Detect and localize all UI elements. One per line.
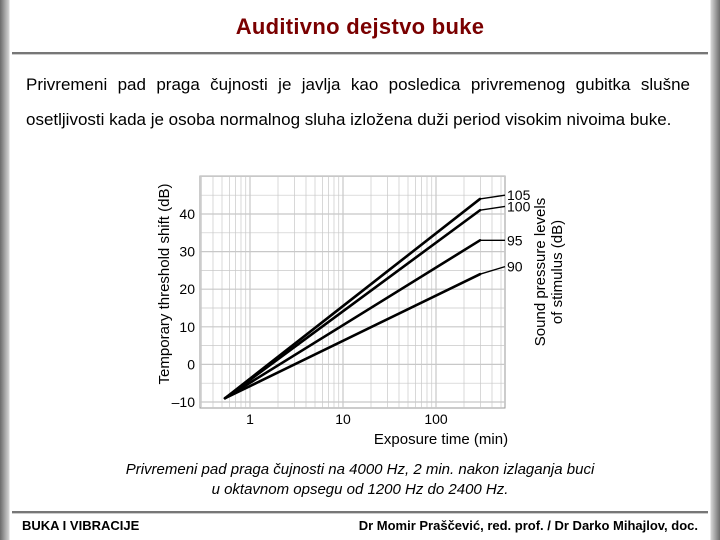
right-label-line1: Sound pressure levels <box>532 197 549 347</box>
series-line-90 <box>225 274 480 398</box>
y-tick-label: 40 <box>179 206 195 222</box>
footer-authors: Dr Momir Praščević, red. prof. / Dr Darko Mihajlov, doc. <box>358 518 698 533</box>
y-tick-label: 30 <box>179 243 195 260</box>
y-tick-label: –10 <box>171 394 195 410</box>
series-label-90: 90 <box>507 258 523 275</box>
series-label-105: 105 <box>507 187 531 204</box>
right-frame-border <box>710 0 720 540</box>
x-tick-label: 10 <box>335 411 351 427</box>
right-label-line2: of stimulus (dB) <box>549 219 566 325</box>
series-line-105 <box>225 199 480 398</box>
y-tick-label: 20 <box>179 281 195 298</box>
x-tick-label: 100 <box>424 411 448 427</box>
slide-title: Auditivno dejstvo buke <box>235 14 485 39</box>
series-label-95: 95 <box>507 232 523 249</box>
chart-container <box>150 168 580 458</box>
caption-line-1: Privremeni pad praga čujnosti na 4000 Hz, 2 min. nakon izlaganja buci <box>125 461 595 478</box>
figure-caption <box>60 460 660 500</box>
footer-course: BUKA I VIBRACIJE <box>22 518 140 533</box>
y-tick-label: 0 <box>187 356 195 373</box>
tts-chart <box>150 168 580 453</box>
series-line-100 <box>225 210 480 398</box>
y-axis-label: Temporary threshold shift (dB) <box>156 183 173 385</box>
bottom-divider <box>12 511 708 514</box>
y-tick-label: 10 <box>179 318 195 335</box>
chart-labels <box>172 187 531 427</box>
chart-grid <box>200 176 505 408</box>
series-line-95 <box>225 240 480 398</box>
caption-line-2: u oktavnom opsegu od 1200 Hz do 2400 Hz. <box>211 481 509 498</box>
chart-series <box>225 195 505 398</box>
body-paragraph: Privremeni pad praga čujnosti je javlja kao posledica privremenog gubitka slušne osetljivosti kada je osoba normalnog sluha izložena duži period visokim nivoima buke. <box>26 75 690 129</box>
top-divider <box>12 52 708 55</box>
x-axis-label: Exposure time (min) <box>373 431 509 448</box>
x-tick-label: 1 <box>246 411 254 427</box>
left-frame-border <box>0 0 10 540</box>
series-label-100: 100 <box>507 198 531 215</box>
